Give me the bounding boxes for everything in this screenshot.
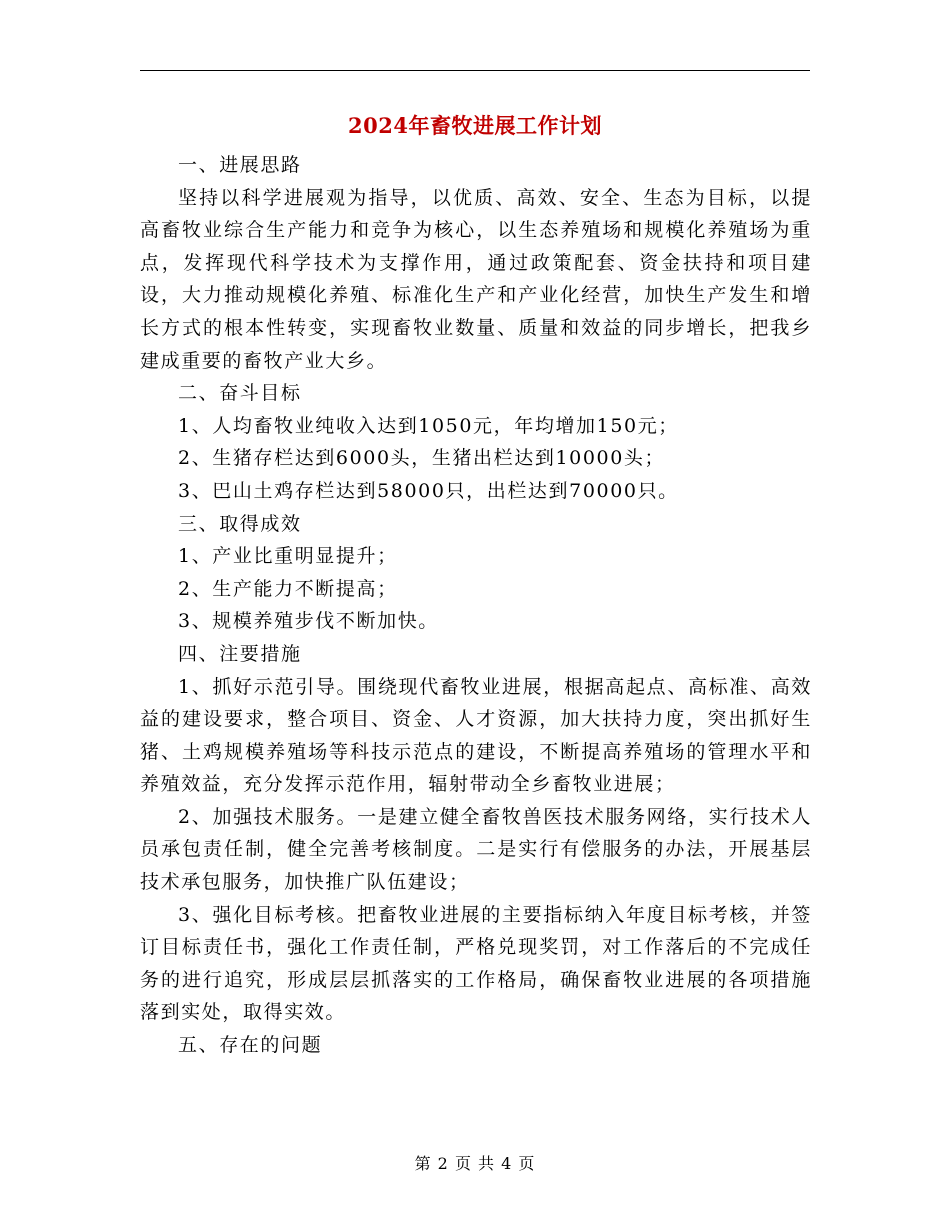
list-item: 2、生产能力不断提高； [178,577,398,600]
section-heading: 一、进展思路 [178,154,302,176]
list-item: 1、产业比重明显提升； [178,545,398,568]
list-item: 1、人均畜牧业纯收入达到1050元，年均增加150元； [178,414,679,437]
list-item: 2、生猪存栏达到6000头，生猪出栏达到10000头； [178,447,666,470]
section-heading: 三、取得成效 [178,512,302,535]
page-number: 第 2 页 共 4 页 [414,1154,536,1173]
paragraph: 1、抓好示范引导。围绕现代畜牧业进展，根据高起点、高标准、高效益的建设要求，整合项目、资金、人才资源，加大扶持力度，突出抓好生猪、土鸡规模养殖场等科技示范点的建设，不断提高养殖场的管理水平和养殖效益，充分发挥示范作用，辐射带动全乡畜牧业进展； [140,675,812,796]
section-heading: 五、存在的问题 [178,1034,323,1057]
paragraph: 坚持以科学进展观为指导，以优质、高效、安全、生态为目标，以提高畜牧业综合生产能力和竞争为核心，以生态养殖场和规模化养殖场为重点，发挥现代科学技术为支撑作用，通过政策配套、资金扶持和项目建设，大力推动规模化养殖、标准化生产和产业化经营，加快生产发生和增长方式的根本性转变，实现畜牧业数量、质量和效益的同步增长，把我乡建成重要的畜牧产业大乡。 [140,186,812,372]
section-heading: 二、奋斗目标 [178,382,302,405]
header-rule [140,70,810,71]
list-item: 3、规模养殖步伐不断加快。 [178,610,439,633]
paragraph: 2、加强技术服务。一是建立健全畜牧兽医技术服务网络，实行技术人员承包责任制，健全完善考核制度。二是实行有偿服务的办法，开展基层技术承包服务，加快推广队伍建设； [140,805,812,894]
page-footer [0,1152,950,1176]
document-body [140,149,812,1062]
section-heading: 四、注要措施 [178,642,302,665]
document-title: 2024年畜牧进展工作计划 [348,113,602,138]
list-item: 3、巴山土鸡存栏达到58000只，出栏达到70000只。 [178,479,679,502]
paragraph: 3、强化目标考核。把畜牧业进展的主要指标纳入年度目标考核，并签订目标责任书，强化工作责任制，严格兑现奖罚，对工作落后的不完成任务的进行追究，形成层层抓落实的工作格局，确保畜牧业进展的各项措施落到实处，取得实效。 [140,903,812,1024]
